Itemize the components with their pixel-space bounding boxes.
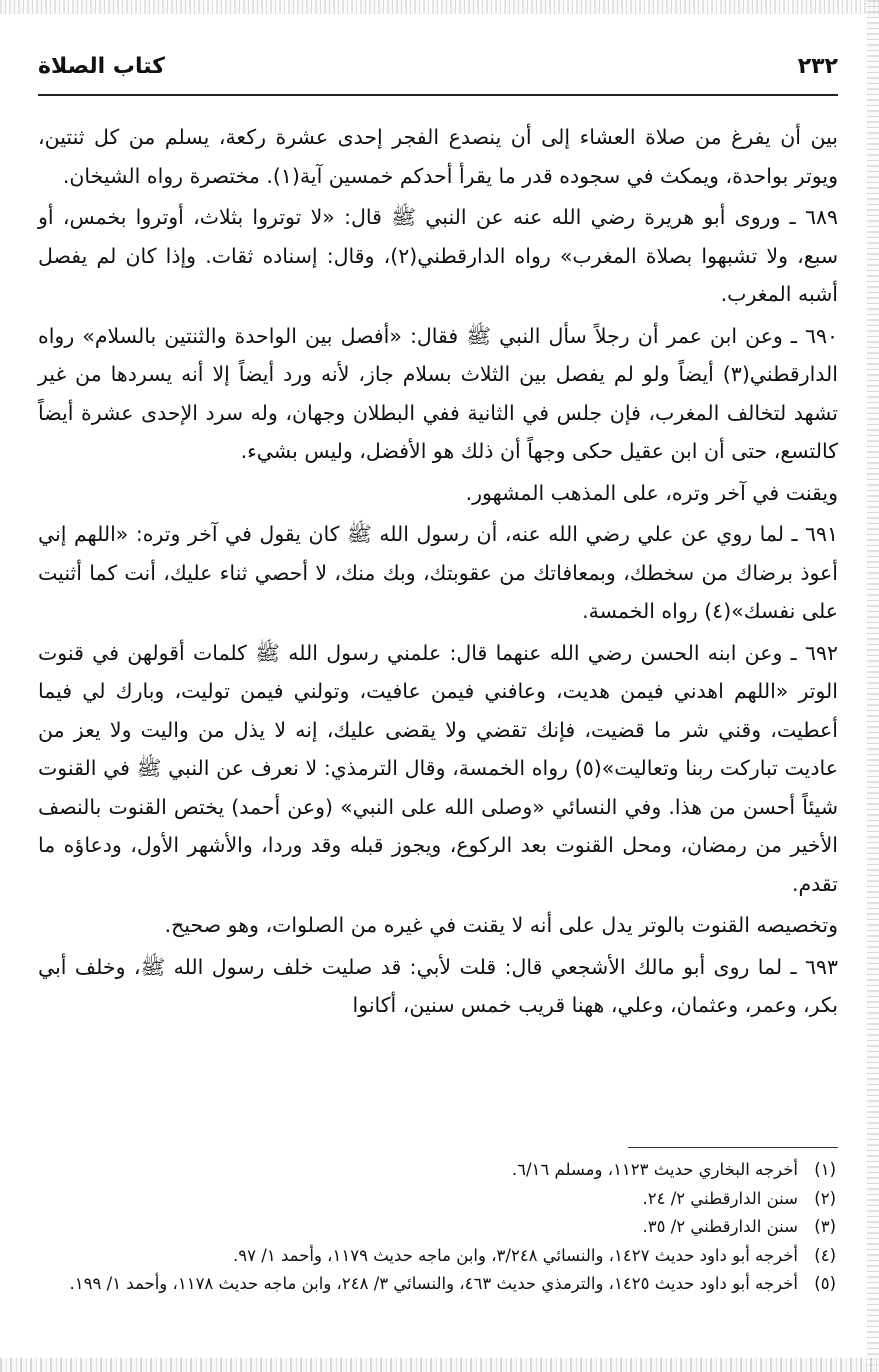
footnote-number: (٥): [814, 1274, 836, 1293]
page-number: ٢٣٢: [797, 54, 838, 79]
footnote-separator: [628, 1147, 838, 1148]
footnote: [38, 1270, 836, 1299]
paragraph: وتخصيصه القنوت بالوتر يدل على أنه لا يقنت في غيره من الصلوات، وهو صحيح.: [164, 913, 838, 937]
paragraph: ٦٩٢ ـ وعن ابنه الحسن رضي الله عنهما قال: علمني رسول الله ﷺ كلمات أقولهن في قنوت الوتر «اللهم اهدني فيمن هديت، وعافني فيمن عافيت، وتولني فيمن توليت، وبارك لي فيما أعطيت، وقني شر ما قضيت، فإنك تقضي ولا يقضى عليك، إنه لا يذل من واليت ولا يعز من عاديت تباركت ربنا وتعاليت»(٥) رواه الخمسة، وقال الترمذي: لا نعرف عن النبي ﷺ في القنوت شيئاً أحسن من هذا. وفي النسائي «وصلى الله على النبي» (وعن أحمد) يختص القنوت بالنصف الأخير من رمضان، ومحل القنوت بعد الركوع، ويجوز قبله وقد وردا، والأشهر الأول، ودعاؤه ما تقدم.: [38, 640, 838, 896]
footnote-number: (٣): [814, 1217, 836, 1236]
paragraph: ويقنت في آخر وتره، على المذهب المشهور.: [465, 480, 838, 505]
header-rule: [38, 94, 838, 96]
scan-edge-bottom: [0, 1358, 879, 1372]
paragraph: بين أن يفرغ من صلاة العشاء إلى أن ينصدع الفجر إحدى عشرة ركعة، يسلم من كل ثنتين، ويوتر بواحدة، ويمكث في سجوده قدر ما يقرأ أحدكم خمسين آية(١). مختصرة رواه الشيخان.: [38, 125, 838, 188]
chapter-title: كتاب الصلاة: [38, 54, 165, 79]
footnote-text: سنن الدارقطني ٢/ ٢٤.: [642, 1188, 798, 1208]
page-header: [38, 50, 838, 90]
paragraph: ٦٩١ ـ لما روي عن علي رضي الله عنه، أن رسول الله ﷺ كان يقول في آخر وتره: «اللهم إني أعوذ برضاك من سخطك، وبمعافاتك من عقوبتك، وبك منك، لا أحصي ثناء عليك، أنت كما أثنيت على نفسك»(٤) رواه الخمسة.: [38, 522, 838, 623]
scan-edge-top: [0, 0, 879, 14]
footnote-text: أخرجه البخاري حديث ١١٢٣، ومسلم ٦/١٦.: [511, 1160, 798, 1179]
footnote: [38, 1242, 836, 1271]
paragraph: ٦٩٠ ـ وعن ابن عمر أن رجلاً سأل النبي ﷺ فقال: «أفصل بين الواحدة والثنتين بالسلام» رواه الدارقطني(٣) أيضاً ولو لم يفصل بين الثلاث بسلام جاز، لأنه ورد أيضاً إلا أنه يسردها من غير تشهد لتخالف المغرب، فإن جلس في الثانية ففي البطلان وجهان، وله سرد الإحدى عشرة أيضاً كالتسع، حتى أن ابن عقيل حكى وجهاً أن ذلك هو الأفضل، وليس بشيء.: [38, 323, 838, 463]
footnote: [38, 1156, 836, 1185]
footnote-text: أخرجه أبو داود حديث ١٤٢٥، والترمذي حديث ٤٦٣، والنسائي ٣/ ٢٤٨، وابن ماجه حديث ١١٧٨، وأحمد ١/ ١٩٩.: [69, 1274, 798, 1293]
footnote-text: سنن الدارقطني ٢/ ٣٥.: [642, 1217, 798, 1236]
footnote-text: أخرجه أبو داود حديث ١٤٢٧، والنسائي ٣/٢٤٨، وابن ماجه حديث ١١٧٩، وأحمد ١/ ٩٧.: [233, 1245, 798, 1265]
footnote: [38, 1185, 836, 1214]
paragraph: ٦٨٩ ـ وروى أبو هريرة رضي الله عنه عن النبي ﷺ قال: «لا توتروا بثلاث، أوتروا بخمس، أو سبع، ولا تشبهوا بصلاة المغرب» رواه الدارقطني(٢)، وقال: إسناده ثقات. وإذا كان لم يفصل أشبه المغرب.: [38, 205, 838, 306]
main-text: [38, 118, 838, 1028]
footnote-number: (٤): [814, 1245, 836, 1265]
footnotes: [38, 1156, 836, 1299]
footnote-number: (١): [814, 1160, 836, 1179]
footnote-number: (٢): [814, 1188, 836, 1208]
scan-edge-right: [867, 0, 879, 1372]
footnote: [38, 1213, 836, 1242]
paragraph: ٦٩٣ ـ لما روى أبو مالك الأشجعي قال: قلت لأبي: قد صليت خلف رسول الله ﷺ، وخلف أبي بكر، وعمر، وعثمان، وعلي، ههنا قريب خمس سنين، أكانوا: [38, 954, 838, 1017]
